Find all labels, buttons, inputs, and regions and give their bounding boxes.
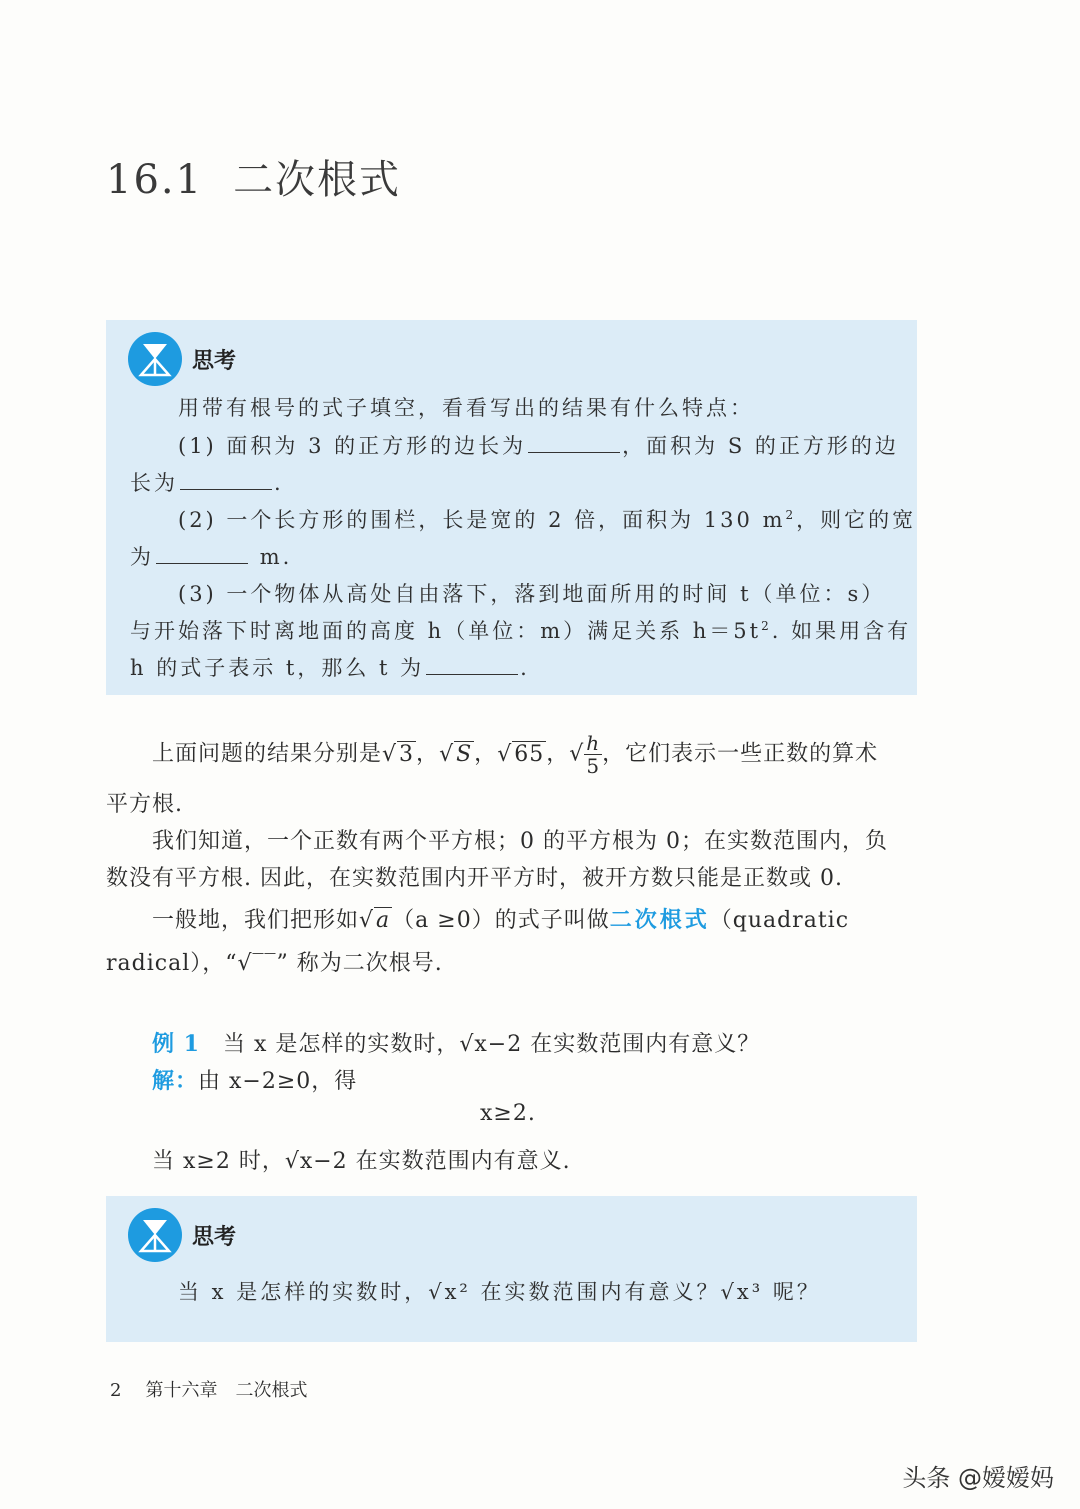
sqrt-s: √S [439,741,473,767]
section-name: 二次根式 [233,157,402,203]
box1-q2-cont: 为 m. [130,545,293,569]
example-solution-result: x≥2. [480,1101,536,1126]
section-number: 16.1 [106,157,204,203]
box1-q3: (3) 一个物体从高处自由落下，落到地面所用的时间 t（单位：s） [178,582,886,606]
answer-blank[interactable] [426,656,518,675]
box1-q1-cont: 长为 . [130,471,284,495]
think-label: 思考 [192,1225,237,1250]
watermark: 头条 @嫒嫒妈 [902,1464,1054,1492]
thinker-icon [128,1208,182,1262]
body-p1-cont: 平方根. [106,792,183,817]
example-label: 例 1 [152,1031,200,1057]
solution-label: 解： [152,1068,199,1094]
body-p1: 上面问题的结果分别是√3，√S，√65，√ $\frac{h}{5}$ ，它们表示一些正数的算术 [152,731,879,778]
body-p2-cont: 数没有平方根. 因此，在实数范围内开平方时，被开方数只能是正数或 0. [106,866,843,891]
answer-blank[interactable] [180,471,272,490]
box1-q3-end: h 的式子表示 t，那么 t 为 . [130,656,530,680]
sqrt-a: √a [359,908,391,933]
think-box-1 [106,320,917,695]
term-quadratic-radical: 二次根式 [609,908,710,933]
sqrt-3: √3 [382,741,415,767]
page-number: 2 [110,1380,122,1401]
sqrt-h-over-5: √ $\frac{h}{5}$ [569,731,601,778]
box1-q1: (1) 面积为 3 的正方形的边长为 ，面积为 S 的正方形的边 [178,434,899,458]
chapter-name: 第十六章 二次根式 [145,1380,308,1401]
box1-intro: 用带有根号的式子填空，看看写出的结果有什么特点： [178,396,754,420]
box1-q2: (2) 一个长方形的围栏，长是宽的 2 倍，面积为 130 $m^2$，则它的宽 [178,508,917,532]
think-label: 思考 [192,349,237,374]
think-box-2 [106,1196,917,1342]
example-conclusion: 当 x≥2 时，√x−2 在实数范围内有意义. [152,1149,571,1174]
box1-q3-cont: 与开始落下时离地面的高度 h（单位：m）满足关系 $h=5t^2$. 如果用含有 [130,619,912,643]
page-footer [110,1376,307,1402]
answer-blank[interactable] [528,434,620,453]
body-p2: 我们知道，一个正数有两个平方根；0 的平方根为 0；在实数范围内，负 [152,829,888,854]
example-solution: 解：由 x−2≥0，得 [152,1068,358,1094]
body-p3-cont: radical），“√‾‾” 称为二次根号. [106,951,443,976]
thinker-icon [128,332,182,386]
body-p3: 一般地，我们把形如√a（a ≥0）的式子叫做二次根式（quadratic [152,908,850,933]
example-question: 例 1 当 x 是怎样的实数时，√x−2 在实数范围内有意义？ [152,1031,761,1057]
section-title [106,148,401,205]
sqrt-65: √65 [497,741,545,767]
box2-question: 当 x 是怎样的实数时，√x² 在实数范围内有意义？√x³ 呢？ [178,1280,821,1304]
answer-blank[interactable] [156,545,248,564]
